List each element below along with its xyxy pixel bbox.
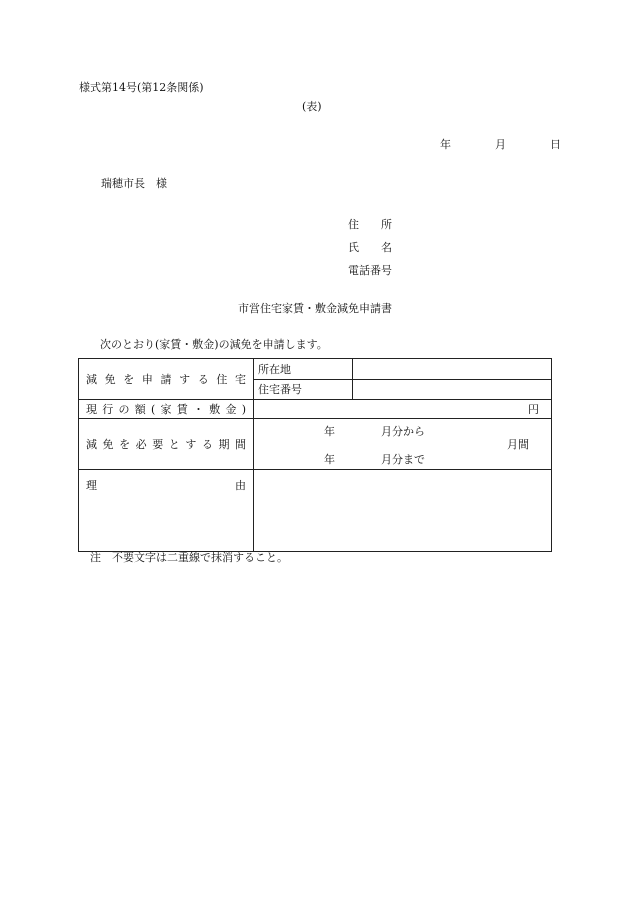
housing-number-label: 住宅番号 [254, 380, 353, 400]
currency-unit: 円 [528, 402, 539, 416]
table-row [79, 470, 552, 552]
date-month-label: 月 [495, 138, 506, 151]
addressee: 瑞穂市長 様 [101, 177, 167, 190]
date-day-label: 日 [550, 138, 561, 151]
form-number: 様式第14号(第12条関係) [79, 81, 204, 94]
table-row [79, 400, 552, 419]
applicant-name-label: 氏 名 [348, 241, 392, 254]
current-amount-field[interactable] [254, 400, 552, 419]
period-label: 減免を必要とする期間 [79, 419, 254, 470]
period-from: 月分から [381, 425, 425, 438]
intro-text: 次のとおり(家賃・敷金)の減免を申請します。 [100, 338, 328, 351]
period-field[interactable] [254, 419, 552, 470]
table-row [79, 419, 552, 470]
period-months: 月間 [507, 438, 529, 451]
date-year-label: 年 [440, 138, 451, 151]
side-label: (表) [302, 100, 322, 113]
applicant-phone-label: 電話番号 [348, 264, 392, 277]
reason-label: 理由 [79, 470, 254, 552]
reason-field[interactable] [254, 470, 552, 552]
location-label: 所在地 [254, 359, 353, 380]
document-title: 市営住宅家賃・敷金減免申請書 [238, 302, 392, 315]
applicant-address-label: 住 所 [348, 218, 392, 231]
application-table [78, 358, 552, 552]
table-row [79, 359, 552, 380]
footnote: 注 不要文字は二重線で抹消すること。 [90, 551, 288, 564]
housing-number-field[interactable] [353, 380, 552, 400]
location-field[interactable] [353, 359, 552, 380]
date-line [440, 139, 561, 150]
current-amount-label: 現行の額(家賃・敷金) [79, 400, 254, 419]
period-year-to: 年 [324, 453, 335, 466]
period-to: 月分まで [381, 453, 425, 466]
housing-label: 減免を申請する住宅 [79, 359, 254, 400]
period-year-from: 年 [324, 425, 335, 438]
